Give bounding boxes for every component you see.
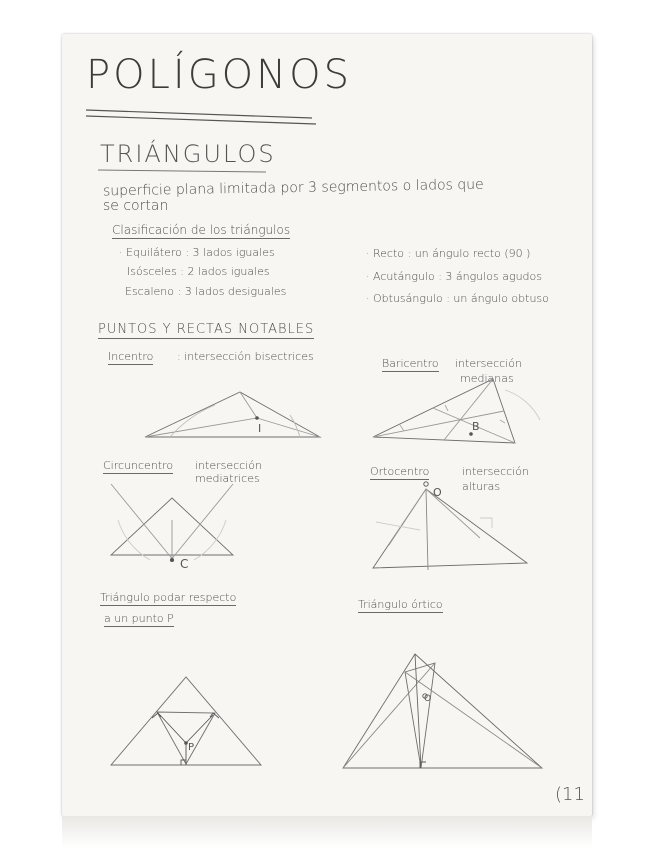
baricentro-desc-1: intersección xyxy=(455,357,522,370)
ortocentro-desc-2: alturas xyxy=(462,480,501,493)
classification-heading: Clasificación de los triángulos xyxy=(112,223,291,237)
sides-item-3: Escaleno : 3 lados desiguales xyxy=(125,285,287,298)
notables-heading: PUNTOS Y RECTAS NOTABLES xyxy=(98,322,315,337)
definition-line-1: superficie plana limitada por 3 segmentos o lados que xyxy=(102,176,484,200)
circuncentro-point-label: C xyxy=(180,557,189,571)
ortico-point-label: O xyxy=(424,694,432,704)
ortocentro-label: Ortocentro xyxy=(370,465,430,478)
incentro-figure xyxy=(145,392,320,437)
definition-line-2: se cortan xyxy=(103,198,169,214)
ortocentro-figure xyxy=(373,482,527,570)
ortico-title: Triángulo órtico xyxy=(358,598,443,611)
page-title: POLÍGONOS xyxy=(86,52,352,98)
angles-item-1: · Recto : un ángulo recto (90 ) xyxy=(366,247,531,260)
incentro-point-label: I xyxy=(258,422,262,435)
sides-item-1: · Equilátero : 3 lados iguales xyxy=(119,246,275,259)
circuncentro-label: Circuncentro xyxy=(103,459,174,472)
pedal-title-2: a un punto P xyxy=(104,612,174,625)
baricentro-label: Baricentro xyxy=(382,357,439,370)
incentro-label: Incentro xyxy=(108,350,154,363)
pedal-figure xyxy=(111,677,261,765)
pedal-point-label: P xyxy=(188,742,195,753)
baricentro-figure xyxy=(373,379,540,443)
baricentro-point-label: B xyxy=(472,420,480,433)
ortico-figure xyxy=(343,654,542,768)
ortocentro-point-label: O xyxy=(433,486,442,499)
pedal-title-1: Triángulo podar respecto xyxy=(100,591,237,604)
angles-item-3: · Obtusángulo : un ángulo obtuso xyxy=(366,292,549,305)
baricentro-desc-2: medianas xyxy=(460,372,514,385)
sides-item-2: Isósceles : 2 lados iguales xyxy=(127,265,270,278)
section-title: TRIÁNGULOS xyxy=(100,140,276,168)
page-number: (11 xyxy=(555,784,585,805)
circuncentro-desc-2: mediatrices xyxy=(195,472,260,485)
incentro-desc: : intersección bisectrices xyxy=(177,350,314,363)
angles-item-2: · Acutángulo : 3 ángulos agudos xyxy=(366,270,542,283)
circuncentro-figure xyxy=(111,484,233,562)
ortocentro-desc-1: intersección xyxy=(462,465,529,478)
circuncentro-desc-1: intersección xyxy=(195,459,262,472)
